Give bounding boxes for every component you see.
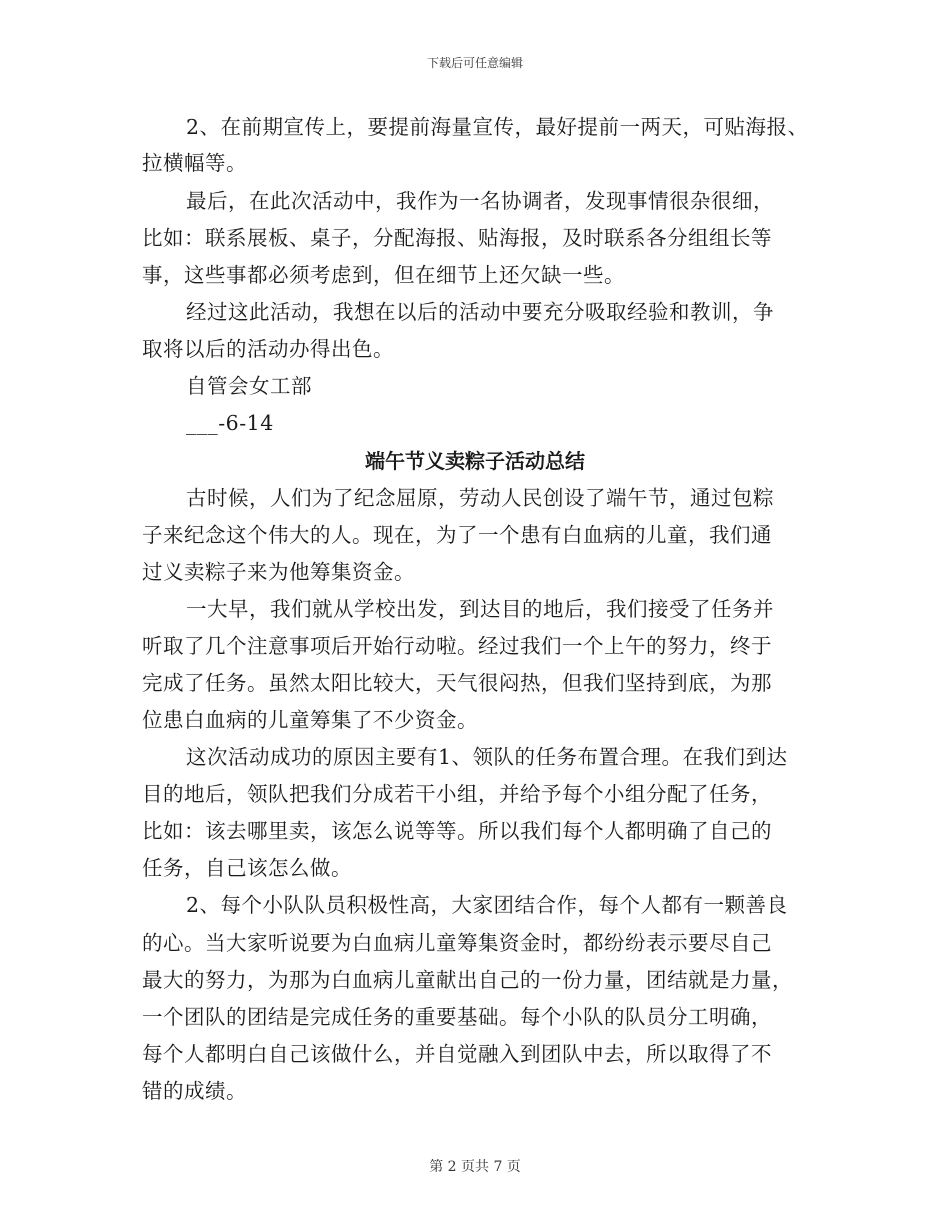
paragraph-line: 最大的努力，为那为白血病儿童献出自己的一份力量，团结就是力量，: [142, 968, 793, 992]
signature-date: ___-6-14: [186, 411, 274, 435]
paragraph-line: 经过这此活动，我想在以后的活动中要充分吸取经验和教训，争: [186, 300, 774, 324]
paragraph-line: 事，这些事都必须考虑到，但在细节上还欠缺一些。: [142, 263, 625, 287]
paragraph-line: 一大早，我们就从学校出发，到达目的地后，我们接受了任务并: [186, 597, 774, 621]
document-title: 端午节义卖粽子活动总结: [365, 449, 585, 473]
paragraph-line: 最后，在此次活动中，我作为一名协调者，发现事情很杂很细，: [186, 189, 774, 213]
paragraph-line: 一个团队的团结是完成任务的重要基础。每个小队的队员分工明确，: [142, 1005, 772, 1029]
paragraph-line: 每个人都明白自己该做什么，并自觉融入到团队中去，所以取得了不: [142, 1042, 772, 1066]
paragraph-line: 2、每个小队队员积极性高，大家团结合作，每个人都有一颗善良: [186, 893, 788, 917]
page-footer: 第 2 页共 7 页: [429, 1159, 521, 1175]
signature-department: 自管会女工部: [186, 374, 312, 398]
page-header: 下载后可任意编辑: [426, 56, 523, 70]
paragraph-line: 这次活动成功的原因主要有1、领队的任务布置合理。在我们到达: [186, 745, 788, 769]
paragraph-line: 错的成绩。: [142, 1079, 247, 1103]
paragraph-line: 子来纪念这个伟大的人。现在，为了一个患有白血病的儿童，我们通: [142, 523, 772, 547]
paragraph-line: 位患白血病的儿童筹集了不少资金。: [142, 708, 478, 732]
paragraph-line: 2、在前期宣传上，要提前海量宣传，最好提前一两天，可贴海报、: [186, 115, 809, 139]
paragraph-line: 完成了任务。虽然太阳比较大，天气很闷热，但我们坚持到底，为那: [142, 671, 772, 695]
paragraph-line: 比如：联系展板、桌子，分配海报、贴海报，及时联系各分组组长等: [142, 226, 772, 250]
paragraph-line: 比如：该去哪里卖，该怎么说等等。所以我们每个人都明确了自己的: [142, 819, 772, 843]
paragraph-line: 取将以后的活动办得出色。: [142, 337, 394, 361]
paragraph-line: 古时候，人们为了纪念屈原，劳动人民创设了端午节，通过包粽: [186, 486, 774, 510]
paragraph-line: 过义卖粽子来为他筹集资金。: [142, 560, 415, 584]
paragraph-line: 的心。当大家听说要为白血病儿童筹集资金时，都纷纷表示要尽自己: [142, 931, 772, 955]
paragraph-line: 拉横幅等。: [142, 151, 247, 175]
paragraph-line: 听取了几个注意事项后开始行动啦。经过我们一个上午的努力，终于: [142, 634, 772, 658]
paragraph-line: 任务，自己该怎么做。: [142, 856, 352, 880]
paragraph-line: 目的地后，领队把我们分成若干小组，并给予每个小组分配了任务，: [142, 782, 772, 806]
